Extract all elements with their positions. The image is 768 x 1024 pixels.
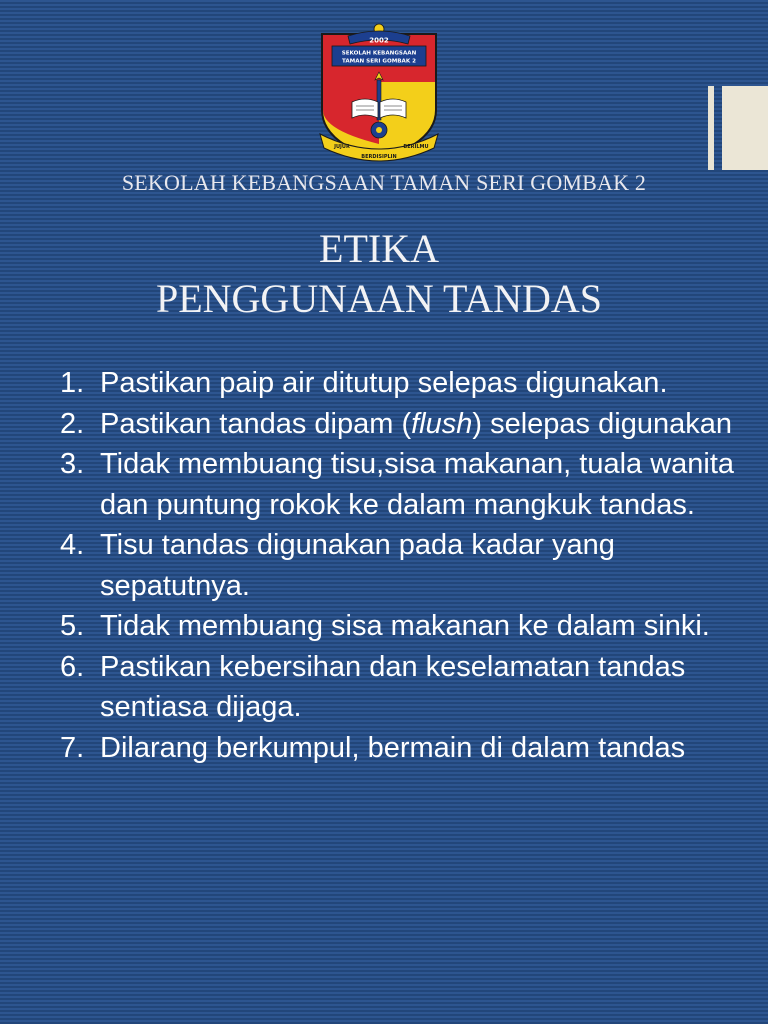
rule-item <box>60 647 750 728</box>
rule-item <box>60 525 750 606</box>
rule-item <box>60 728 750 769</box>
decorative-bar-thin <box>708 86 714 170</box>
page-title <box>0 224 758 324</box>
rule-number: 7. <box>60 731 85 764</box>
page-title-line1: ETIKA <box>319 226 439 271</box>
rule-number: 3. <box>60 448 85 480</box>
rule-text: Pastikan kebersihan dan keselamatan tandas sentiasa dijaga. <box>100 650 686 723</box>
rule-text: Tidak membuang tisu,sisa makanan, tuala wanita dan puntung rokok ke dalam mangkuk tandas. <box>100 448 735 521</box>
crest-banner-line1: SEKOLAH KEBANGSAAN <box>341 50 417 57</box>
rule-item <box>60 363 750 404</box>
rule-number: 2. <box>60 407 85 440</box>
rules-list <box>60 363 750 768</box>
rule-text: Pastikan paip air ditutup selepas digunakan. <box>100 367 668 399</box>
rule-text: Tisu tandas digunakan pada kadar yang sepatutnya. <box>100 529 615 602</box>
page-title-line2: PENGGUNAAN TANDAS <box>155 276 603 321</box>
rule-number: 1. <box>60 367 85 399</box>
rule-text <box>100 404 750 445</box>
rule-text: Dilarang berkumpul, bermain di dalam tandas <box>100 731 686 764</box>
rule-number: 6. <box>60 650 85 683</box>
crest-motto-2: BERDISIPLIN <box>361 154 397 160</box>
rule-number: 5. <box>60 610 85 642</box>
crest-motto-3: BERILMU <box>403 144 429 150</box>
crest-banner-line2: TAMAN SERI GOMBAK 2 <box>341 58 417 65</box>
rule-text-before: Pastikan tandas dipam ( <box>100 407 412 440</box>
rule-text-after: ) selepas digunakan <box>472 407 732 440</box>
rule-text: Tidak membuang sisa makanan ke dalam sinki. <box>100 610 710 642</box>
school-crest-logo <box>318 22 440 172</box>
school-name: SEKOLAH KEBANGSAAN TAMAN SERI GOMBAK 2 <box>121 170 647 195</box>
decorative-bars <box>708 86 768 170</box>
crest-year: 2002 <box>369 36 389 45</box>
rule-item <box>60 606 750 647</box>
crest-motto-1: JUJUR <box>334 144 350 150</box>
decorative-bar-wide <box>722 86 768 170</box>
rule-item <box>60 404 750 445</box>
rule-item <box>60 444 750 525</box>
rule-text-emphasis: flush <box>411 407 473 440</box>
rule-number: 4. <box>60 529 85 561</box>
